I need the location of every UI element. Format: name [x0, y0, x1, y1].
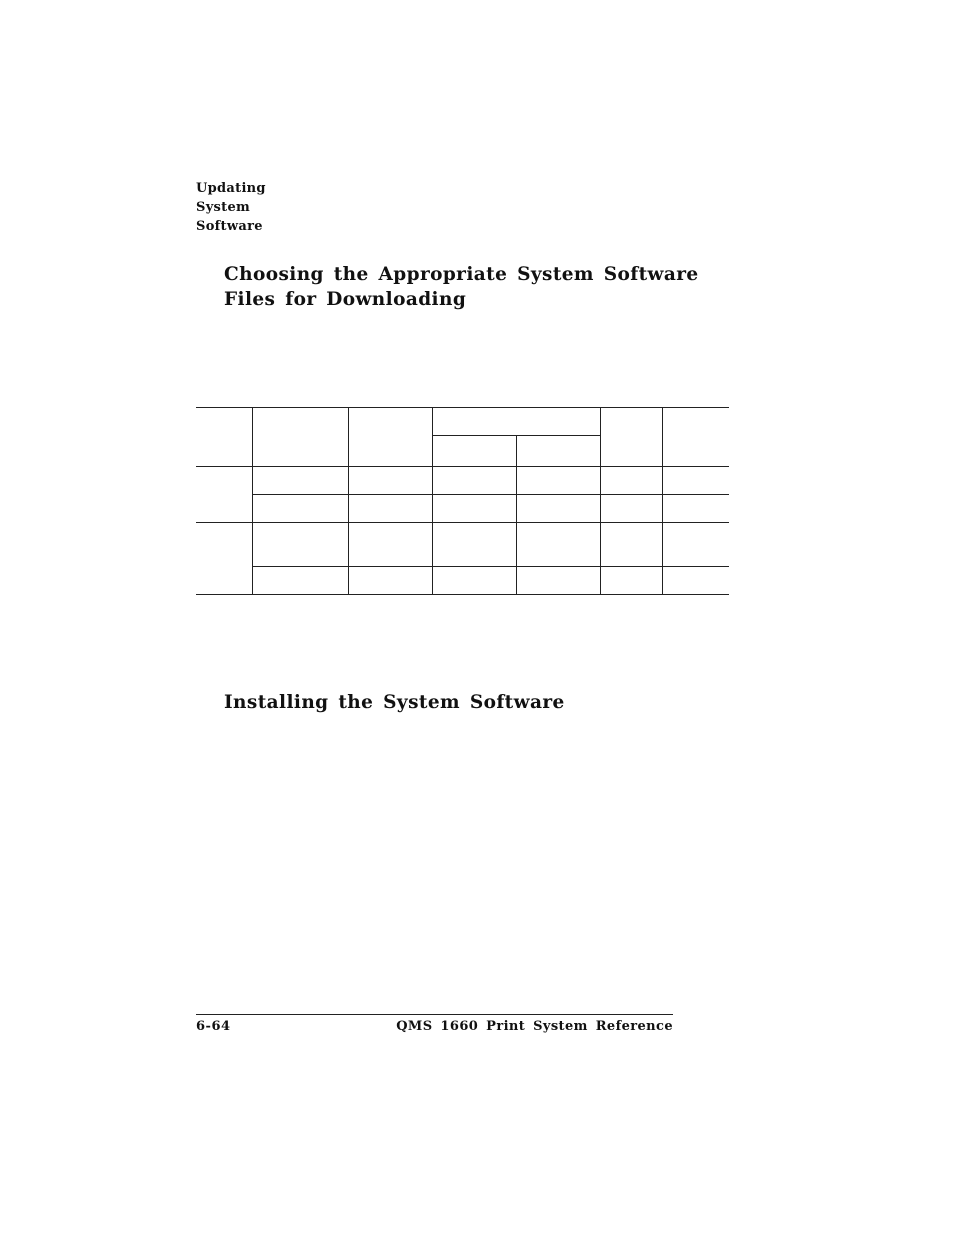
table-column-rule	[348, 407, 349, 595]
table-group-rule	[196, 522, 729, 523]
running-head-line-1: Updating	[196, 181, 266, 196]
section-heading-choosing-files	[224, 262, 744, 312]
running-head-line-3: Software	[196, 219, 263, 234]
footer-rule	[196, 1014, 673, 1015]
file-selection-table	[196, 407, 729, 595]
table-row-rule	[252, 494, 729, 495]
section-heading-installing: Installing the System Software	[224, 692, 565, 713]
table-column-rule	[252, 407, 253, 595]
table-top-rule	[196, 407, 729, 408]
table-column-rule	[516, 435, 517, 595]
table-row-rule	[252, 566, 729, 567]
section-heading-line-2: Files for Downloading	[224, 289, 467, 310]
table-bottom-rule	[196, 594, 729, 595]
book-title: QMS 1660 Print System Reference	[396, 1019, 673, 1034]
table-column-rule	[600, 407, 601, 595]
section-heading-line-1: Choosing the Appropriate System Software	[224, 264, 699, 285]
running-head-line-2: System	[196, 200, 251, 215]
table-column-rule	[432, 407, 433, 595]
table-column-rule	[662, 407, 663, 595]
page-number: 6-64	[196, 1019, 231, 1034]
running-head	[196, 179, 266, 236]
table-header-bottom-rule	[196, 466, 729, 467]
